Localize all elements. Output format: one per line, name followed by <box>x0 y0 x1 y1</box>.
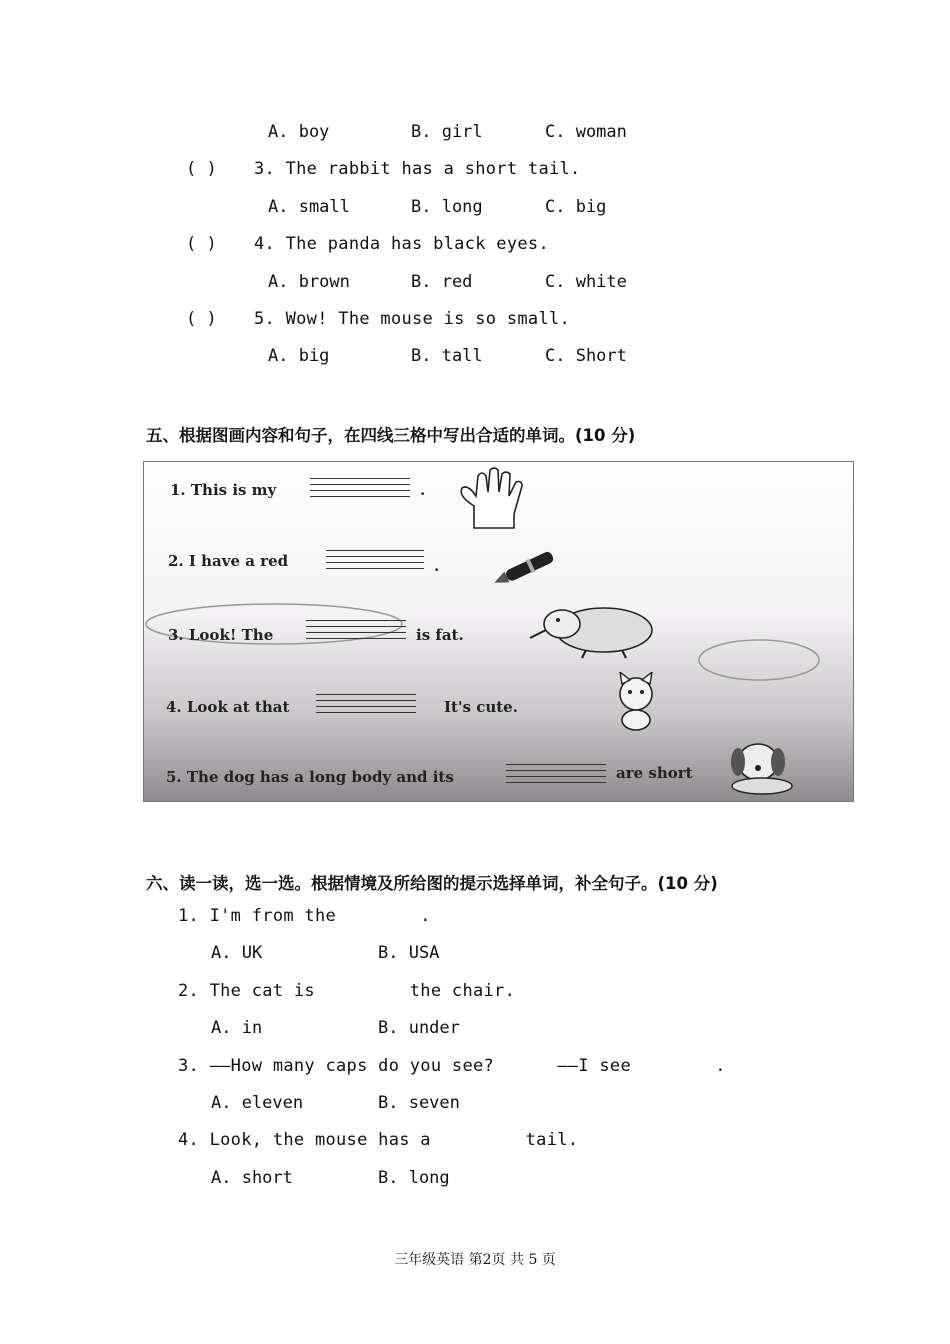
cat-icon <box>608 672 678 732</box>
picture-item-3: 3. Look! The <box>168 626 274 644</box>
option-b: B. long <box>378 1168 450 1188</box>
picture-item-5-end: are short <box>616 764 693 782</box>
picture-item-5: 5. The dog has a long body and its <box>166 768 454 786</box>
option-a: A. short <box>211 1168 293 1188</box>
option-c: C. white <box>545 272 627 292</box>
option-a: A. big <box>268 346 330 366</box>
picture-item-2-end: . <box>434 557 440 575</box>
picture-item-1: 1. This is my <box>170 481 277 499</box>
page-footer: 三年级英语 第2页 共 5 页 <box>394 1252 556 1268</box>
picture-item-3-end: is fat. <box>416 626 464 644</box>
section-5-picture <box>143 461 854 802</box>
dog-icon <box>722 734 802 796</box>
question-text: 4. The panda has black eyes. <box>254 234 549 254</box>
four-line-grid[interactable] <box>316 694 416 718</box>
question-text: 2. The cat is the chair. <box>178 981 516 1001</box>
picture-item-1-end: . <box>420 481 426 499</box>
question-text: 5. Wow! The mouse is so small. <box>254 309 571 329</box>
question-text: 4. Look, the mouse has a tail. <box>178 1130 579 1150</box>
option-b: B. seven <box>378 1093 460 1113</box>
option-b: B. long <box>411 197 483 217</box>
option-c: C. woman <box>545 122 627 142</box>
option-a: A. brown <box>268 272 350 292</box>
option-b: B. red <box>411 272 473 292</box>
section-6-heading: 六、读一读，选一选。根据情境及所给图的提示选择单词，补全句子。(10 分) <box>146 874 718 893</box>
picture-item-4: 4. Look at that <box>166 698 290 716</box>
option-b: B. under <box>378 1018 460 1038</box>
option-a: A. small <box>268 197 350 217</box>
hand-icon <box>454 466 539 532</box>
section-5-heading: 五、根据图画内容和句子，在四线三格中写出合适的单词。(10 分) <box>146 426 636 445</box>
question-text: 3. The rabbit has a short tail. <box>254 159 581 179</box>
picture-item-4-end: It's cute. <box>444 698 518 716</box>
picture-item-2: 2. I have a red <box>168 552 289 570</box>
four-line-grid[interactable] <box>506 764 606 788</box>
option-a: A. boy <box>268 122 330 142</box>
option-b: B. tall <box>411 346 483 366</box>
option-b: B. USA <box>378 943 440 963</box>
four-line-grid[interactable] <box>326 550 424 574</box>
option-a: A. in <box>211 1018 263 1038</box>
pig-icon <box>526 600 666 660</box>
four-line-grid[interactable] <box>310 478 410 502</box>
question-text: 3. ——How many caps do you see? ——I see . <box>178 1056 726 1076</box>
question-text: 1. I'm from the . <box>178 906 431 926</box>
answer-bracket[interactable]: ( ) <box>186 159 217 179</box>
option-a: A. UK <box>211 943 263 963</box>
option-c: C. Short <box>545 346 627 366</box>
four-line-grid[interactable] <box>306 620 406 644</box>
answer-bracket[interactable]: ( ) <box>186 309 217 329</box>
option-b: B. girl <box>411 122 483 142</box>
option-a: A. eleven <box>211 1093 304 1113</box>
option-c: C. big <box>545 197 607 217</box>
pen-icon <box>489 546 564 590</box>
answer-bracket[interactable]: ( ) <box>186 234 217 254</box>
